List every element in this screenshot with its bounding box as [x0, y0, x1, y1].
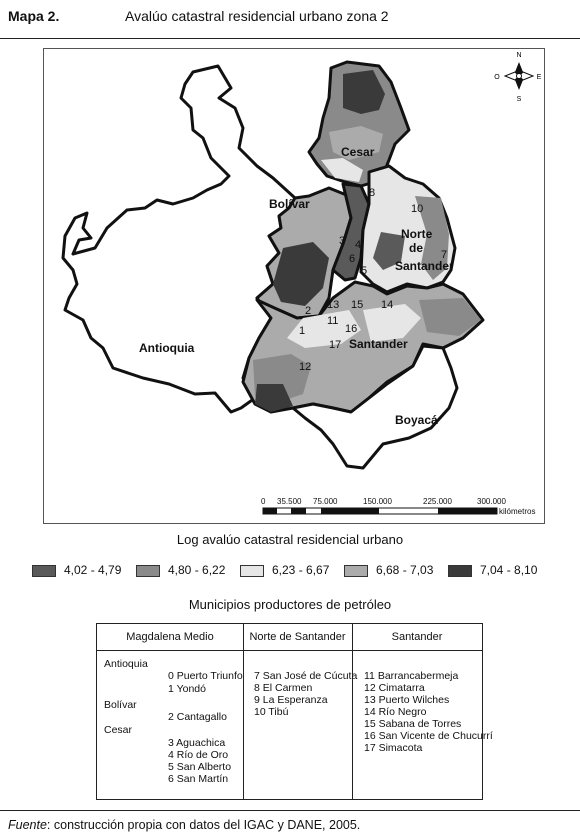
- num-1: 1: [299, 325, 306, 337]
- col-head-norte-santander: Norte de Santander: [243, 624, 352, 651]
- num-12: 12: [299, 361, 312, 373]
- legend-title: Log avalúo catastral residencial urbano: [176, 532, 404, 547]
- legend-label: 7,04 - 8,10: [480, 563, 538, 577]
- san-0: 11 Barrancabermeja: [364, 670, 459, 682]
- ns-2: 9 La Esperanza: [254, 694, 328, 706]
- num-3: 3: [339, 235, 346, 247]
- compass-n: N: [516, 52, 522, 59]
- legend-label: 6,68 - 7,03: [376, 563, 434, 577]
- scale-tick-2: 75.000: [313, 497, 338, 506]
- san-4: 15 Sabana de Torres: [364, 718, 462, 730]
- dept-antioquia: Antioquia: [104, 658, 148, 670]
- scale-tick-4: 225.000: [423, 497, 452, 506]
- label-boyaca: Boyacá: [395, 413, 438, 427]
- label-nds-3: Santander: [395, 259, 454, 273]
- num-10: 10: [411, 203, 424, 215]
- num-16: 16: [345, 323, 358, 335]
- num-4: 4: [355, 239, 362, 251]
- source-note: [8, 818, 360, 832]
- label-cesar: Cesar: [341, 145, 375, 159]
- scale-tick-3: 150.000: [363, 497, 392, 506]
- legend-swatch: [240, 565, 264, 577]
- source-prefix: Fuente: [8, 818, 47, 832]
- legend-swatch: [344, 565, 368, 577]
- source-text: : construcción propia con datos del IGAC y DANE, 2005.: [46, 818, 361, 832]
- scale-tick-5: 300.000: [477, 497, 506, 506]
- san-5: 16 San Vicente de Chucurrí: [364, 730, 493, 742]
- legend-swatch: [32, 565, 56, 577]
- label-bolivar: Bolívar: [269, 197, 310, 211]
- mun-6: 6 San Martín: [168, 773, 229, 785]
- ns-3: 10 Tibú: [254, 706, 289, 718]
- num-6: 6: [349, 253, 356, 265]
- san-2: 13 Puerto Wilches: [364, 694, 450, 706]
- footer-rule: [0, 810, 580, 811]
- legend-swatch: [448, 565, 472, 577]
- producers-table: [96, 623, 493, 800]
- legend-swatch: [136, 565, 160, 577]
- dept-bolivar: Bolívar: [104, 699, 137, 711]
- mun-1: 1 Yondó: [168, 683, 206, 695]
- mun-3: 3 Aguachica: [168, 737, 226, 749]
- san-6: 17 Simacota: [364, 742, 423, 754]
- col-norte-santander: [243, 624, 358, 799]
- num-13: 13: [327, 299, 340, 311]
- san-1: 12 Cimatarra: [364, 682, 425, 694]
- label-nds-1: Norte: [401, 227, 433, 241]
- num-11: 11: [327, 315, 339, 327]
- compass-s: S: [516, 96, 522, 103]
- num-15: 15: [351, 299, 364, 311]
- mun-5: 5 San Alberto: [168, 761, 232, 773]
- num-5: 5: [361, 265, 368, 277]
- scale-tick-1: 35.500: [277, 497, 302, 506]
- col-head-santander: Santander: [352, 624, 482, 651]
- mun-0: 0 Puerto Triunfo: [168, 670, 243, 682]
- col-santander: [352, 624, 493, 799]
- legend: [32, 562, 572, 580]
- label-antioquia: Antioquia: [139, 341, 195, 355]
- san-3: 14 Río Negro: [364, 706, 427, 718]
- label-nds-2: de: [409, 241, 424, 255]
- legend-label: 4,80 - 6,22: [168, 563, 226, 577]
- compass-w: O: [494, 74, 500, 81]
- figure-label: Mapa 2.: [8, 8, 60, 24]
- num-8: 8: [369, 187, 376, 199]
- ns-1: 8 El Carmen: [254, 682, 313, 694]
- scale-unit: kilómetros: [499, 507, 536, 516]
- num-17: 17: [329, 339, 342, 351]
- header-rule: [0, 38, 580, 39]
- num-7: 7: [441, 249, 448, 261]
- figure-title: Avalúo catastral residencial urbano zona 2: [125, 8, 389, 24]
- num-2: 2: [305, 305, 312, 317]
- col-magdalena: [97, 624, 244, 799]
- legend-label: 4,02 - 4,79: [64, 563, 122, 577]
- map-frame: [43, 48, 545, 524]
- compass-e: E: [536, 74, 542, 81]
- mun-2: 2 Cantagallo: [168, 711, 227, 723]
- scale-tick-0: 0: [261, 497, 266, 506]
- ns-0: 7 San José de Cúcuta: [254, 670, 358, 682]
- num-14: 14: [381, 299, 394, 311]
- legend-label: 6,23 - 6,67: [272, 563, 330, 577]
- label-santander: Santander: [349, 337, 408, 351]
- col-head-magdalena: Magdalena Medio: [97, 624, 243, 651]
- producers-title: Municipios productores de petróleo: [188, 597, 392, 612]
- mun-4: 4 Río de Oro: [168, 749, 229, 761]
- dept-cesar: Cesar: [104, 724, 133, 736]
